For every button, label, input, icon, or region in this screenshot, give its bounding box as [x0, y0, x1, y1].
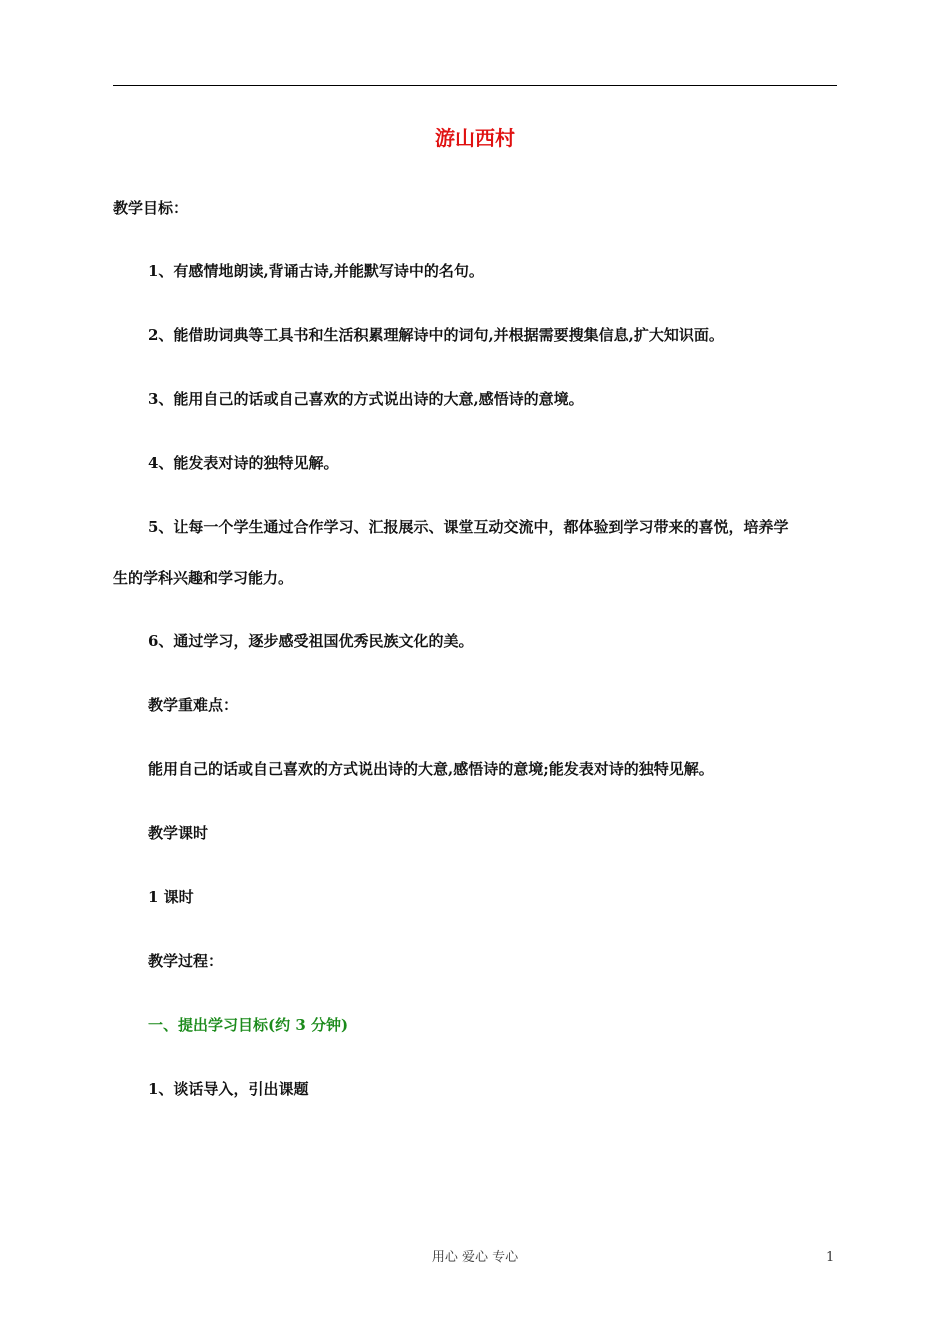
- goal-item-5-continued: 生的学科兴趣和学习能力。: [113, 569, 294, 587]
- page-number: 1: [826, 1250, 835, 1265]
- goal-item-4: 4、能发表对诗的独特见解。: [148, 454, 339, 472]
- heading-teaching-process: 教学过程：: [148, 952, 224, 970]
- section-heading-1: 一、提出学习目标(约 3 分钟): [148, 1016, 349, 1034]
- goal-item-3: 3、能用自己的话或自己喜欢的方式说出诗的大意,感悟诗的意境。: [148, 390, 584, 408]
- heading-teaching-goals: 教学目标：: [113, 199, 189, 217]
- header-rule: [113, 85, 837, 86]
- heading-key-points: 教学重难点：: [148, 696, 239, 714]
- goal-item-5: 5、让每一个学生通过合作学习、汇报展示、课堂互动交流中，都体验到学习带来的喜悦，培养学: [148, 518, 789, 536]
- goal-item-6: 6、通过学习，逐步感受祖国优秀民族文化的美。: [148, 632, 474, 650]
- process-item-1: 1、谈话导入，引出课题: [148, 1080, 309, 1098]
- goal-item-2: 2、能借助词典等工具书和生活积累理解诗中的词句,并根据需要搜集信息,扩大知识面。: [148, 326, 724, 344]
- class-hours-text: 1 课时: [148, 888, 194, 906]
- heading-class-hours: 教学课时: [148, 824, 209, 842]
- document-title: 游山西村: [435, 126, 515, 150]
- goal-item-1: 1、有感情地朗读,背诵古诗,并能默写诗中的名句。: [148, 262, 484, 280]
- key-points-text: 能用自己的话或自己喜欢的方式说出诗的大意,感悟诗的意境;能发表对诗的独特见解。: [148, 760, 714, 778]
- footer-slogan: 用心 爱心 专心: [431, 1250, 519, 1265]
